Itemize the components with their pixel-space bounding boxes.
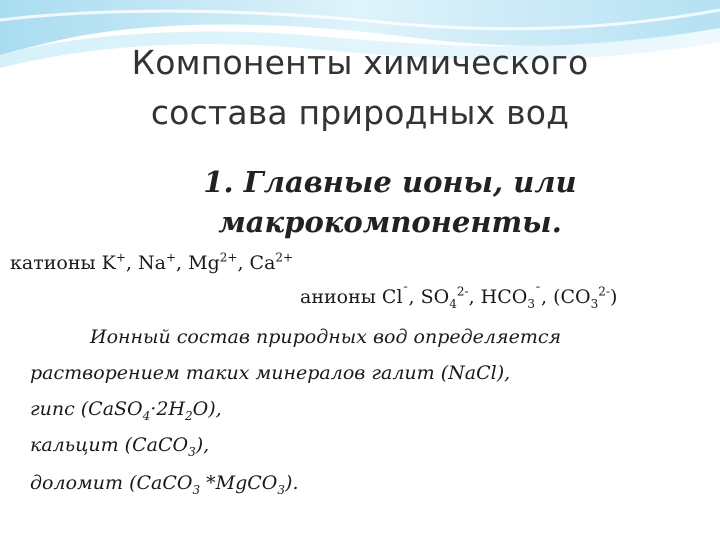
cations-line: катионы K+, Na+, $Mg^{2+}$, $Ca^{2+}$ (10, 250, 294, 274)
ion-so4-charge: 2- (456, 284, 469, 299)
title-line-1: Компоненты химического (131, 43, 589, 82)
ion-ca: Ca (249, 252, 276, 274)
heading-line-2: макрокомпоненты. (218, 205, 562, 239)
ion-co3-index: 3 (590, 296, 599, 311)
ion-so4: SO (420, 286, 450, 308)
text-line-1: Ионный состав природных вод определяется (90, 326, 562, 348)
ion-k-charge: + (115, 250, 126, 265)
anions-line: анионы $Cl^ˉ$, $SO_4^{2-}$, $HCO_3^ˉ$, $(CO_3^{2-})$ (300, 284, 618, 311)
ion-na: Na (138, 252, 166, 274)
text-line-calcite: кальцит (CaCO$_3$), (30, 434, 210, 459)
text-line-gypsum: гипс $(CaSO_4\cdot 2H_2O)$, (30, 398, 222, 423)
ion-hco3-charge: ˉ (535, 284, 541, 299)
heading-line-1: 1. Главные ионы, или (203, 165, 577, 199)
ion-mg-charge: 2+ (219, 250, 238, 265)
ion-co3: (CO (553, 286, 591, 308)
ion-k: K (101, 252, 116, 274)
text-line-2: растворением таких минералов галит (NaCl), (30, 362, 511, 384)
ion-hco3-index: 3 (527, 296, 535, 311)
ion-hco3: HCO (480, 286, 528, 308)
ion-co3-charge: 2- (598, 284, 610, 299)
text-line-dolomite: доломит (CaCO$_3$ *MgCO$_3$). (30, 472, 299, 497)
cations-label: катионы (10, 252, 102, 274)
title-line-2: состава природных вод (150, 93, 570, 132)
ion-cl: Cl (381, 286, 403, 308)
page-title (0, 38, 720, 138)
ion-so4-index: 4 (449, 296, 457, 311)
ion-na-charge: + (165, 250, 177, 265)
anions-label: анионы (300, 286, 382, 308)
section-heading (150, 162, 630, 242)
ion-cl-charge: ˉ (402, 284, 409, 299)
ion-ca-charge: 2+ (275, 250, 294, 265)
ion-mg: Mg (188, 252, 220, 274)
